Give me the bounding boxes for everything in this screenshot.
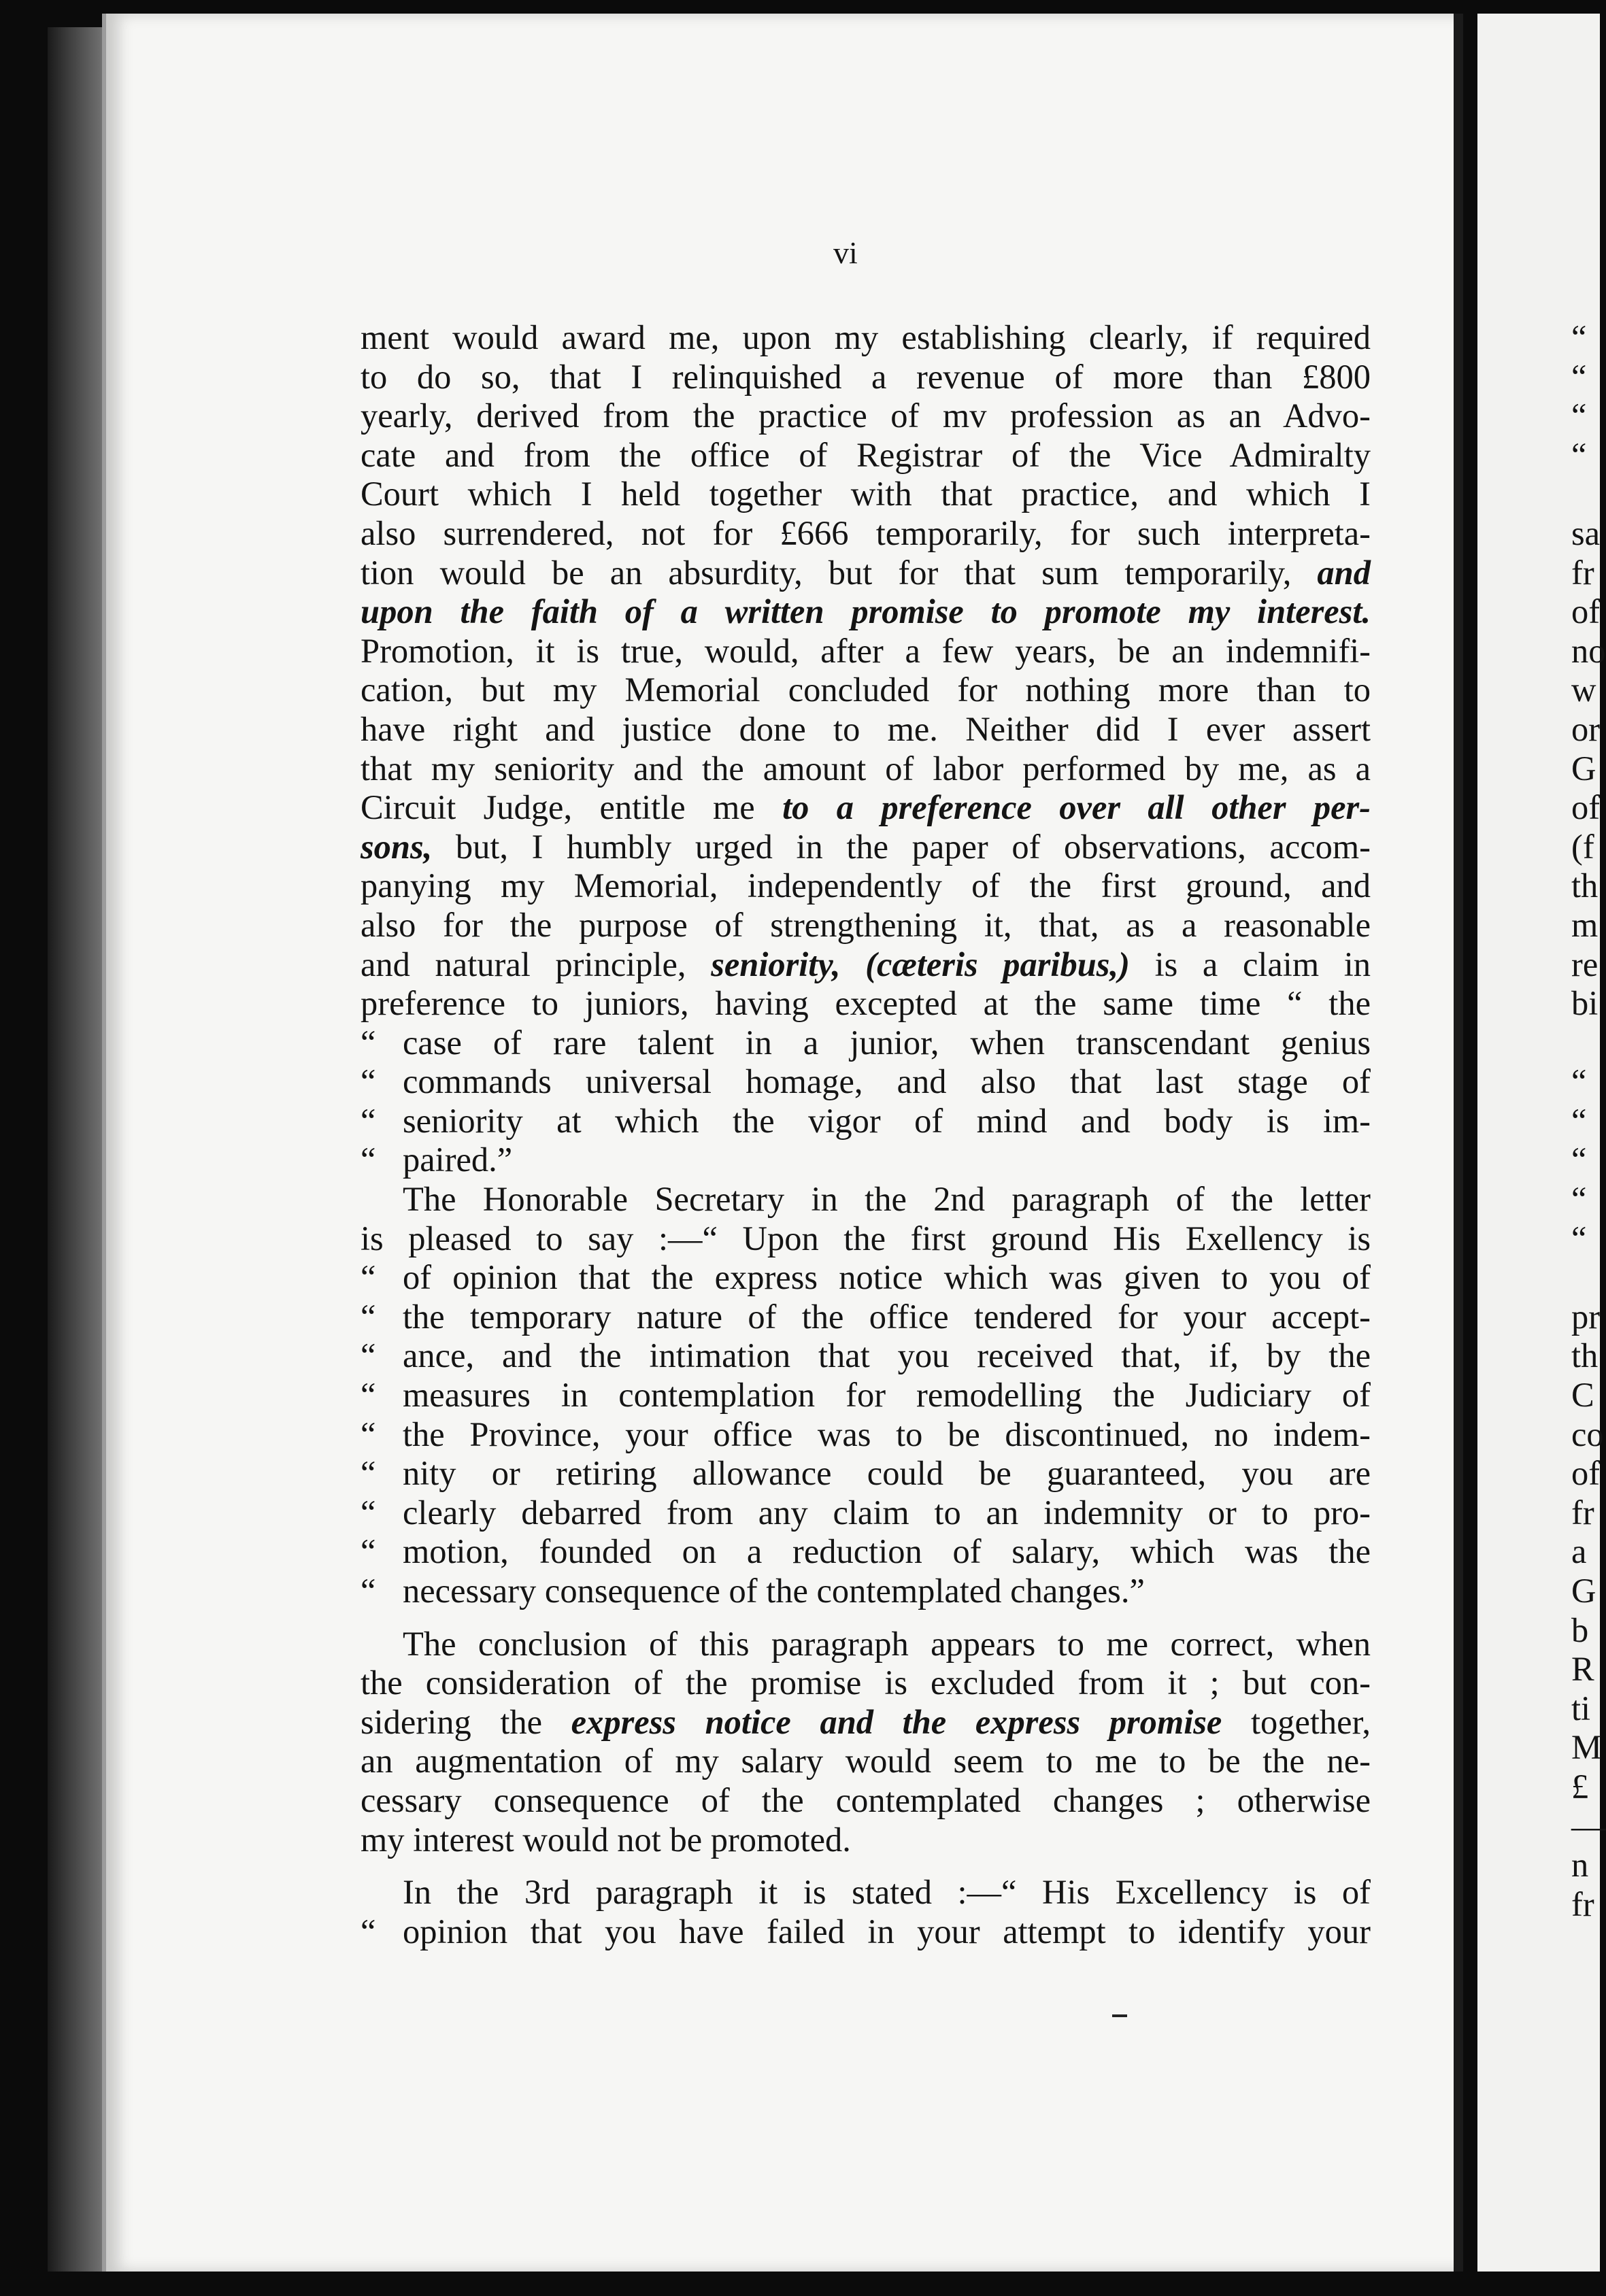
text-line: Promotion, it is true, would, after a few years, be an indemnifi- — [361, 631, 1371, 670]
adjacent-page-fragment: fr — [1571, 553, 1594, 592]
adjacent-page-fragment: of — [1571, 1454, 1601, 1493]
adjacent-page-fragment: pr — [1571, 1297, 1601, 1336]
adjacent-page-fragment: — — [1571, 1806, 1606, 1845]
adjacent-page-fragment: “ — [1571, 396, 1587, 435]
adjacent-page-fragment: re — [1571, 945, 1599, 983]
quoted-line: “ opinion that you have failed in your attempt to identify your — [361, 1912, 1371, 1951]
text-line: The Honorable Secretary in the 2nd paragraph of the letter — [403, 1180, 1371, 1219]
adjacent-page-fragment — [1571, 1024, 1606, 1063]
adjacent-page-fragment: of — [1571, 592, 1601, 631]
text-line: panying my Memorial, independently of the first ground, and — [361, 866, 1371, 905]
quoted-line: “ measures in contemplation for remodelling the Judiciary of — [361, 1376, 1371, 1415]
text-line: cate and from the office of Registrar of the Vice Admiralty — [361, 435, 1371, 474]
text-line: cation, but my Memorial concluded for nothing more than to — [361, 671, 1371, 709]
text-line: The conclusion of this paragraph appears to me correct, when — [403, 1624, 1371, 1663]
adjacent-page-fragment: “ — [1571, 1101, 1587, 1140]
adjacent-page-fragment: of — [1571, 788, 1601, 827]
quoted-line: “ necessary consequence of the contemplated changes.” — [361, 1572, 1145, 1610]
text-line: also for the purpose of strengthening it, that, as a reasonable — [361, 905, 1371, 944]
italic-phrase: (cæteris paribus,) — [865, 945, 1130, 983]
adjacent-page-fragment: (f — [1571, 827, 1594, 866]
text-line: ment would award me, upon my establishing clearly, if required — [361, 318, 1371, 356]
adjacent-page-fragment: fr — [1571, 1493, 1594, 1532]
quoted-line: “ the Province, your office was to be discontinued, no indem- — [361, 1415, 1371, 1453]
italic-phrase: sons, — [361, 827, 433, 866]
paragraph-2 — [361, 1180, 1371, 1611]
adjacent-page-fragment: bi — [1571, 984, 1599, 1023]
text-line: to do so, that I relinquished a revenue of more than £800 — [361, 357, 1371, 396]
text-line: Court which I held together with that practice, and which I — [361, 475, 1371, 513]
adjacent-page-fragment: M — [1571, 1728, 1602, 1767]
adjacent-page-fragment: “ — [1571, 435, 1587, 474]
text-line: tion would be an absurdity, but for that sum temporarily, and — [361, 553, 1371, 592]
text-line: and natural principle, seniority, (cæteris paribus,) is a claim in — [361, 945, 1371, 983]
quoted-line: “ of opinion that the express notice which was given to you of — [361, 1258, 1371, 1297]
adjacent-page-fragment: b — [1571, 1610, 1589, 1649]
text-line: an augmentation of my salary would seem to me to be the ne- — [361, 1742, 1371, 1780]
text-line: Circuit Judge, entitle me to a preference over all other per- — [361, 788, 1371, 827]
adjacent-page-fragment: G — [1571, 1572, 1596, 1610]
text-line: preference to juniors, having excepted at the same time “ the — [361, 984, 1371, 1023]
adjacent-page-fragment: “ — [1571, 357, 1587, 396]
adjacent-page-fragment: a — [1571, 1532, 1587, 1571]
adjacent-page-fragment: “ — [1571, 318, 1587, 356]
italic-phrase: upon the faith of a written promise to promote my interest. — [361, 592, 1371, 631]
italic-phrase: seniority, — [711, 945, 841, 983]
adjacent-page-fragment: “ — [1571, 1062, 1587, 1101]
adjacent-page-fragment: C — [1571, 1376, 1594, 1415]
quoted-line: “ case of rare talent in a junior, when transcendant genius — [361, 1023, 1371, 1062]
adjacent-page-fragment: “ — [1571, 1180, 1587, 1219]
adjacent-page-fragment: co — [1571, 1415, 1604, 1453]
paragraph-4 — [361, 1873, 1371, 1951]
italic-phrase: to a preference over all other per- — [782, 788, 1371, 827]
quoted-line: “ seniority at which the vigor of mind and body is im- — [361, 1101, 1371, 1140]
adjacent-page-fragment: no — [1571, 631, 1606, 670]
quoted-line: “ ance, and the intimation that you received that, if, by the — [361, 1336, 1371, 1375]
page-number: vi — [833, 235, 858, 270]
printer-mark — [1112, 2014, 1127, 2017]
adjacent-page-fragment: ti — [1571, 1689, 1591, 1727]
text-line: cessary consequence of the contemplated changes ; otherwise — [361, 1780, 1371, 1819]
page-gutter — [1454, 14, 1463, 2272]
adjacent-page-fragment: sa — [1571, 513, 1601, 552]
italic-phrase: and — [1317, 553, 1371, 592]
text-line: my interest would not be promoted. — [361, 1820, 851, 1859]
adjacent-page-fragment: “ — [1571, 1141, 1587, 1179]
quoted-line: “ paired.” — [361, 1141, 513, 1179]
quoted-line: “ clearly debarred from any claim to an indemnity or to pro- — [361, 1493, 1371, 1532]
quoted-line: “ commands universal homage, and also that last stage of — [361, 1062, 1371, 1101]
page-body — [361, 318, 1371, 1951]
adjacent-page-fragment: R — [1571, 1650, 1594, 1689]
text-line: the consideration of the promise is excluded from it ; but con- — [361, 1664, 1371, 1702]
text-line: sons, but, I humbly urged in the paper of observations, accom- — [361, 827, 1371, 866]
adjacent-page-fragment: m — [1571, 905, 1599, 944]
quoted-line: “ the temporary nature of the office tendered for your accept- — [361, 1297, 1371, 1336]
paragraph-1 — [361, 318, 1371, 1180]
adjacent-page-fragments — [1571, 318, 1606, 1924]
adjacent-page-fragment: or — [1571, 709, 1601, 748]
adjacent-page-fragment: th — [1571, 1336, 1599, 1375]
text-line: sidering the express notice and the express promise together, — [361, 1702, 1371, 1741]
text-line: yearly, derived from the practice of mv profession as an Advo- — [361, 396, 1371, 435]
italic-phrase: express notice and the express promise — [571, 1702, 1222, 1741]
text-line: that my seniority and the amount of labor performed by me, as a — [361, 749, 1371, 788]
text-line — [361, 592, 1371, 632]
quoted-line: “ motion, founded on a reduction of salary, which was the — [361, 1532, 1371, 1571]
quoted-line: “ nity or retiring allowance could be guaranteed, you are — [361, 1454, 1371, 1493]
text-line: have right and justice done to me. Neither did I ever assert — [361, 709, 1371, 748]
adjacent-page-fragment: th — [1571, 866, 1599, 905]
adjacent-page-fragment — [1571, 1258, 1606, 1298]
adjacent-page-fragment: G — [1571, 749, 1596, 788]
adjacent-page-fragment: n — [1571, 1846, 1589, 1885]
adjacent-page-fragment: “ — [1571, 1219, 1587, 1257]
adjacent-page-fragment — [1571, 475, 1606, 514]
text-line: also surrendered, not for £666 temporarily, for such interpreta- — [361, 513, 1371, 552]
text-line: In the 3rd paragraph it is stated :—“ His Excellency is of — [403, 1873, 1371, 1912]
adjacent-page-fragment: fr — [1571, 1885, 1594, 1923]
adjacent-page-fragment: £ — [1571, 1767, 1589, 1806]
text-line: is pleased to say :—“ Upon the first ground His Exellency is — [361, 1219, 1371, 1257]
paragraph-3 — [361, 1625, 1371, 1860]
adjacent-page-fragment: w — [1571, 671, 1596, 709]
